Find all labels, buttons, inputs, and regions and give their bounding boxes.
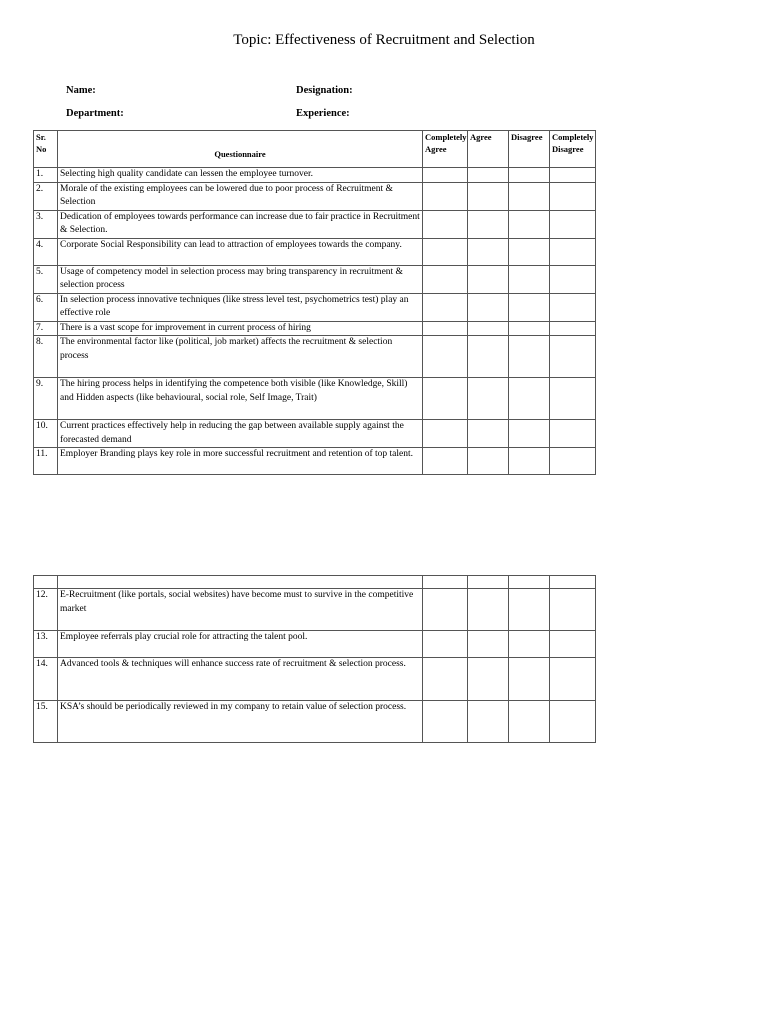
question-text: The hiring process helps in identifying the competence both visible (like Knowledge, Skill) and Hidden aspects (like behavioural, social role, Self Image, Trait): [58, 378, 423, 420]
table-row: [34, 701, 596, 743]
empty-cell: [550, 576, 596, 589]
row-number: 5.: [34, 265, 58, 293]
row-number: 4.: [34, 238, 58, 265]
agree-cell[interactable]: [468, 631, 509, 658]
table-row: [34, 631, 596, 658]
completely-agree-cell[interactable]: [423, 238, 468, 265]
row-number: 10.: [34, 420, 58, 448]
experience-field-label: Experience:: [296, 108, 350, 119]
table-row: [34, 238, 596, 265]
completely-disagree-cell[interactable]: [550, 168, 596, 183]
table-row: [34, 378, 596, 420]
header-sr-no: Sr. No: [34, 131, 58, 168]
question-text: Dedication of employees towards performance can increase due to fair practice in Recruitment & Selection.: [58, 210, 423, 238]
disagree-cell[interactable]: [509, 378, 550, 420]
completely-agree-cell[interactable]: [423, 701, 468, 743]
completely-disagree-cell[interactable]: [550, 210, 596, 238]
empty-cell: [509, 576, 550, 589]
completely-disagree-cell[interactable]: [550, 589, 596, 631]
table-row: [34, 658, 596, 701]
table-row: [34, 336, 596, 378]
question-text: There is a vast scope for improvement in current process of hiring: [58, 321, 423, 336]
completely-disagree-cell[interactable]: [550, 378, 596, 420]
row-number: 8.: [34, 336, 58, 378]
completely-agree-cell[interactable]: [423, 631, 468, 658]
disagree-cell[interactable]: [509, 701, 550, 743]
disagree-cell[interactable]: [509, 265, 550, 293]
empty-cell: [58, 576, 423, 589]
agree-cell[interactable]: [468, 589, 509, 631]
agree-cell[interactable]: [468, 210, 509, 238]
agree-cell[interactable]: [468, 182, 509, 210]
question-text: Employee referrals play crucial role for attracting the talent pool.: [58, 631, 423, 658]
completely-agree-cell[interactable]: [423, 265, 468, 293]
completely-disagree-cell[interactable]: [550, 293, 596, 321]
question-text: Advanced tools & techniques will enhance success rate of recruitment & selection process.: [58, 658, 423, 701]
completely-disagree-cell[interactable]: [550, 321, 596, 336]
agree-cell[interactable]: [468, 420, 509, 448]
department-field-label: Department:: [66, 108, 124, 119]
completely-agree-cell[interactable]: [423, 168, 468, 183]
question-text: Selecting high quality candidate can lessen the employee turnover.: [58, 168, 423, 183]
disagree-cell[interactable]: [509, 336, 550, 378]
completely-agree-cell[interactable]: [423, 378, 468, 420]
question-text: The environmental factor like (political, job market) affects the recruitment & selection process: [58, 336, 423, 378]
row-number: 9.: [34, 378, 58, 420]
agree-cell[interactable]: [468, 378, 509, 420]
completely-disagree-cell[interactable]: [550, 448, 596, 475]
question-text: Corporate Social Responsibility can lead to attraction of employees towards the company.: [58, 238, 423, 265]
disagree-cell[interactable]: [509, 420, 550, 448]
row-number: 1.: [34, 168, 58, 183]
question-text: E-Recruitment (like portals, social websites) have become must to survive in the competitive market: [58, 589, 423, 631]
agree-cell[interactable]: [468, 658, 509, 701]
completely-agree-cell[interactable]: [423, 589, 468, 631]
question-text: Usage of competency model in selection process may bring transparency in recruitment & selection process: [58, 265, 423, 293]
disagree-cell[interactable]: [509, 321, 550, 336]
disagree-cell[interactable]: [509, 589, 550, 631]
empty-cell: [423, 576, 468, 589]
table-row: [34, 589, 596, 631]
completely-agree-cell[interactable]: [423, 293, 468, 321]
disagree-cell[interactable]: [509, 293, 550, 321]
name-field-label: Name:: [66, 85, 96, 96]
questionnaire-table-1: [33, 130, 596, 475]
table-row-empty: [34, 576, 596, 589]
header-completely-disagree: Completely Disagree: [550, 131, 596, 168]
table-row: [34, 448, 596, 475]
disagree-cell[interactable]: [509, 448, 550, 475]
row-number: 2.: [34, 182, 58, 210]
row-number: 11.: [34, 448, 58, 475]
disagree-cell[interactable]: [509, 168, 550, 183]
table-row: [34, 210, 596, 238]
empty-cell: [468, 576, 509, 589]
completely-disagree-cell[interactable]: [550, 631, 596, 658]
question-text: Morale of the existing employees can be lowered due to poor process of Recruitment & Selection: [58, 182, 423, 210]
row-number: 3.: [34, 210, 58, 238]
header-questionnaire: Questionnaire: [58, 131, 423, 168]
agree-cell[interactable]: [468, 336, 509, 378]
row-number: 13.: [34, 631, 58, 658]
table-row: [34, 420, 596, 448]
completely-agree-cell[interactable]: [423, 210, 468, 238]
agree-cell[interactable]: [468, 293, 509, 321]
agree-cell[interactable]: [468, 701, 509, 743]
table-row: [34, 182, 596, 210]
question-text: Employer Branding plays key role in more successful recruitment and retention of top talent.: [58, 448, 423, 475]
empty-cell: [34, 576, 58, 589]
designation-field-label: Designation:: [296, 85, 353, 96]
disagree-cell[interactable]: [509, 631, 550, 658]
row-number: 12.: [34, 589, 58, 631]
row-number: 15.: [34, 701, 58, 743]
page-title: Topic: Effectiveness of Recruitment and Selection: [233, 32, 535, 48]
completely-agree-cell[interactable]: [423, 420, 468, 448]
questionnaire-table-2: [33, 575, 596, 743]
agree-cell[interactable]: [468, 238, 509, 265]
question-text: In selection process innovative techniques (like stress level test, psychometrics test) play an effective role: [58, 293, 423, 321]
table-row: [34, 293, 596, 321]
table-row: [34, 321, 596, 336]
completely-disagree-cell[interactable]: [550, 658, 596, 701]
completely-disagree-cell[interactable]: [550, 265, 596, 293]
completely-agree-cell[interactable]: [423, 321, 468, 336]
agree-cell[interactable]: [468, 321, 509, 336]
completely-agree-cell[interactable]: [423, 658, 468, 701]
agree-cell[interactable]: [468, 265, 509, 293]
disagree-cell[interactable]: [509, 182, 550, 210]
disagree-cell[interactable]: [509, 238, 550, 265]
header-completely-agree: Completely Agree: [423, 131, 468, 168]
completely-disagree-cell[interactable]: [550, 420, 596, 448]
row-number: 14.: [34, 658, 58, 701]
completely-disagree-cell[interactable]: [550, 336, 596, 378]
row-number: 7.: [34, 321, 58, 336]
header-row: [34, 131, 596, 168]
header-agree: Agree: [468, 131, 509, 168]
agree-cell[interactable]: [468, 168, 509, 183]
question-text: Current practices effectively help in reducing the gap between available supply against the forecasted demand: [58, 420, 423, 448]
header-disagree: Disagree: [509, 131, 550, 168]
completely-agree-cell[interactable]: [423, 336, 468, 378]
table-row: [34, 168, 596, 183]
agree-cell[interactable]: [468, 448, 509, 475]
completely-disagree-cell[interactable]: [550, 701, 596, 743]
table-row: [34, 265, 596, 293]
disagree-cell[interactable]: [509, 658, 550, 701]
question-text: KSA’s should be periodically reviewed in my company to retain value of selection process.: [58, 701, 423, 743]
row-number: 6.: [34, 293, 58, 321]
completely-agree-cell[interactable]: [423, 182, 468, 210]
completely-disagree-cell[interactable]: [550, 182, 596, 210]
completely-agree-cell[interactable]: [423, 448, 468, 475]
disagree-cell[interactable]: [509, 210, 550, 238]
completely-disagree-cell[interactable]: [550, 238, 596, 265]
